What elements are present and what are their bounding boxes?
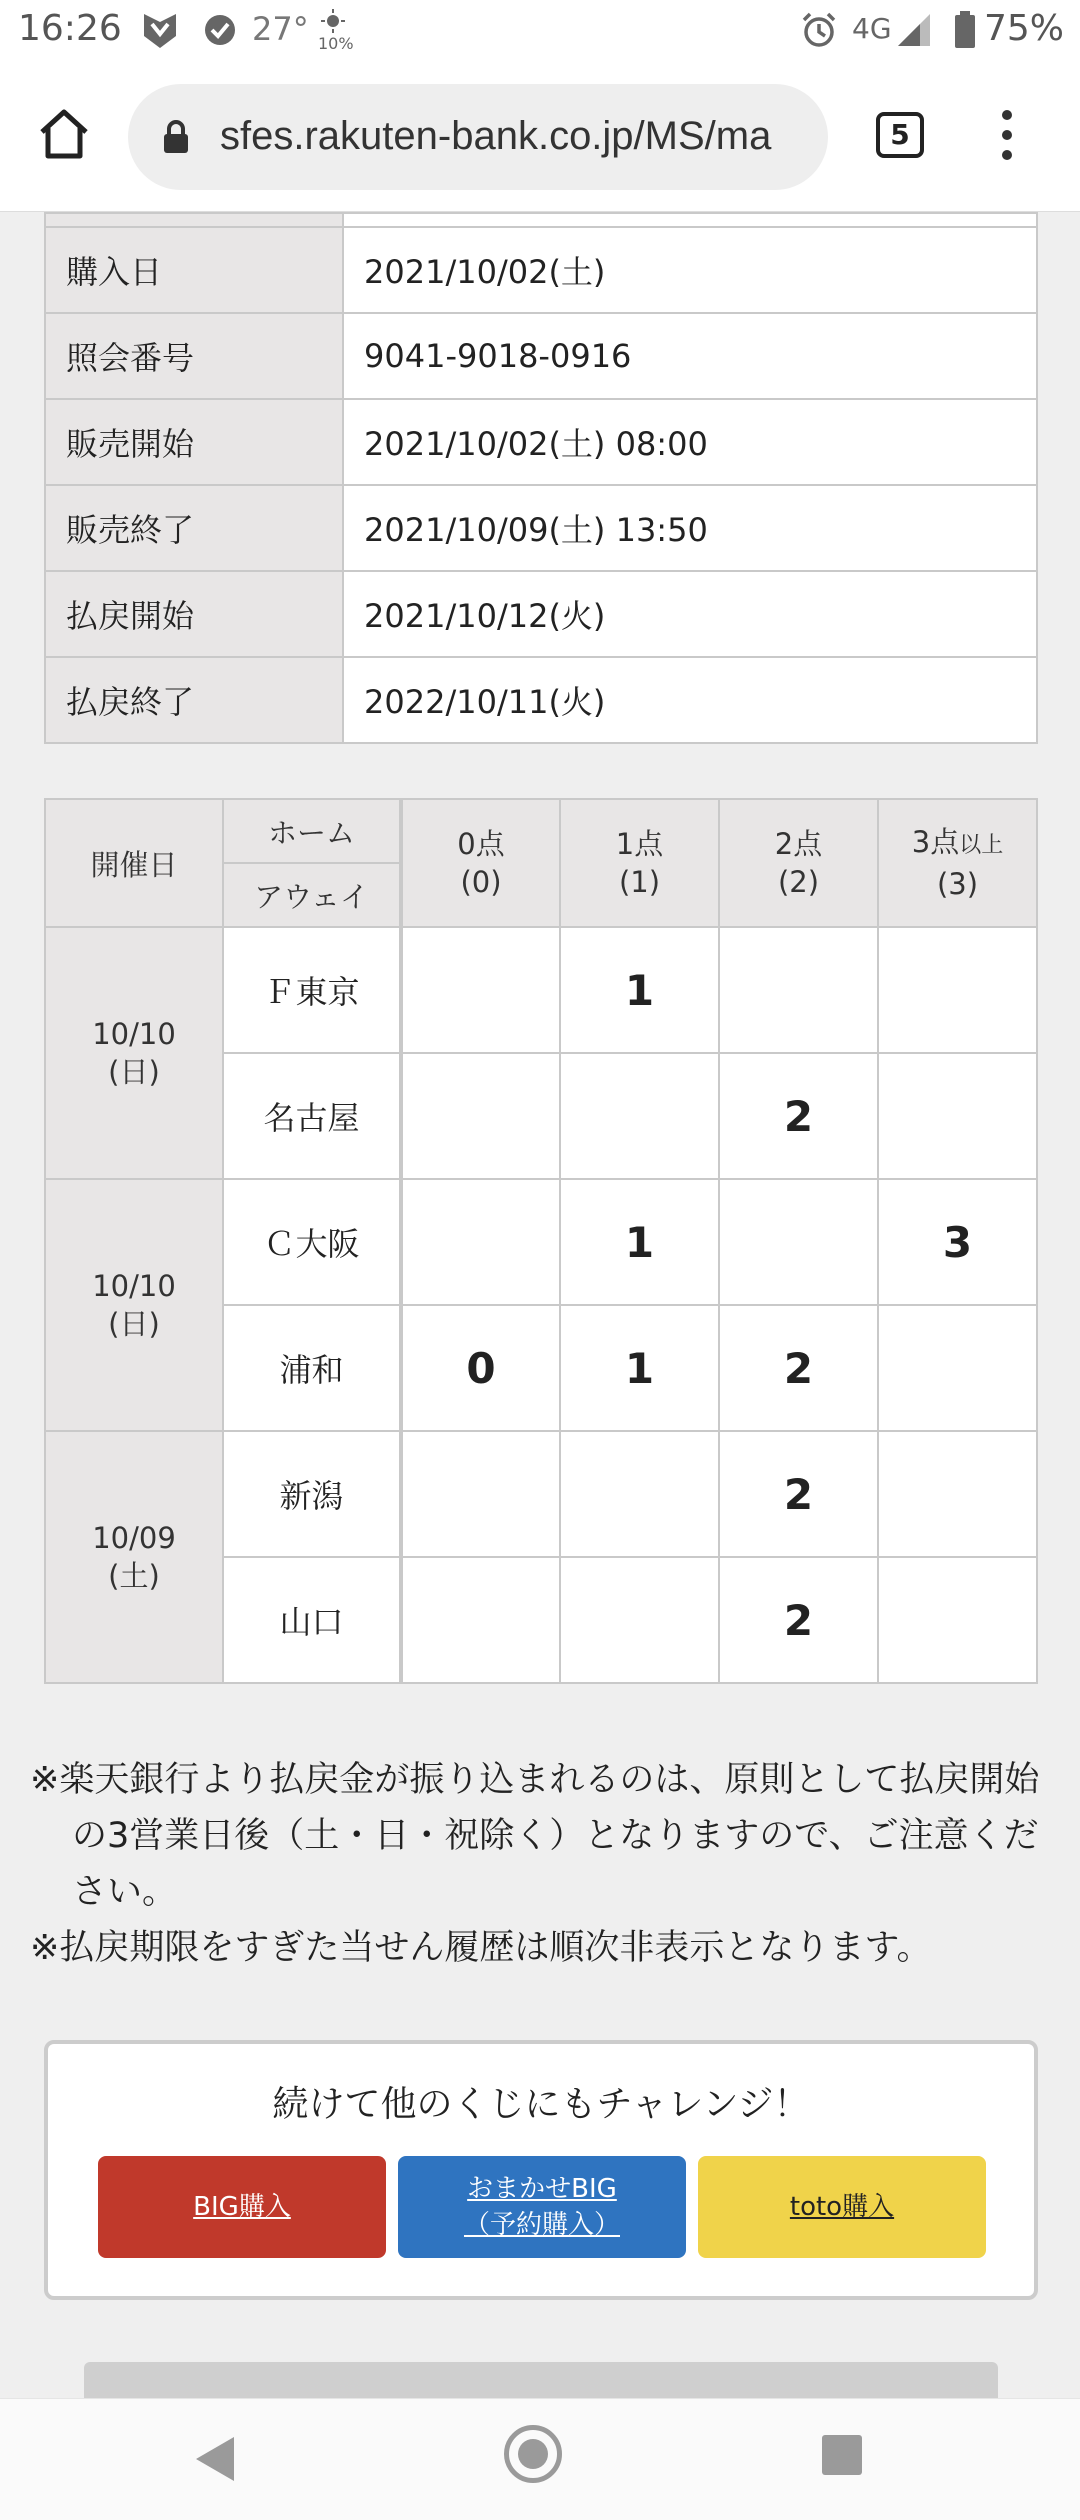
info-label: 払戻終了 <box>45 657 343 743</box>
pick-cell: 3 <box>878 1179 1037 1305</box>
pick-cell: 1 <box>560 927 719 1053</box>
challenge-box <box>44 2040 1038 2300</box>
info-value: 2021/10/02(土) 08:00 <box>343 399 1037 485</box>
battery-icon <box>954 8 976 52</box>
url-text: sfes.rakuten-bank.co.jp/MS/ma <box>220 114 772 158</box>
pick-cell <box>719 927 878 1053</box>
pick-cell <box>878 1431 1037 1557</box>
battery-percent: 75% <box>984 8 1065 49</box>
pick-cell: 2 <box>719 1557 878 1683</box>
team-name: 山口 <box>223 1557 401 1683</box>
pick-cell <box>401 927 560 1053</box>
header-date: 開催日 <box>45 799 223 927</box>
omakase-big-button[interactable]: おまかせBIG （予約購入） <box>398 2156 686 2258</box>
challenge-title: 続けて他のくじにもチャレンジ！ <box>272 2084 810 2125</box>
info-label: 照会番号 <box>45 313 343 399</box>
signal-icon <box>896 8 934 52</box>
team-name: Ｃ大阪 <box>223 1179 401 1305</box>
pick-cell: 1 <box>560 1305 719 1431</box>
system-nav-bar <box>0 2398 1080 2520</box>
table-row <box>45 657 1037 743</box>
team-name: Ｆ東京 <box>223 927 401 1053</box>
table-row <box>45 399 1037 485</box>
pick-cell <box>719 1179 878 1305</box>
partial-footer-element <box>84 2362 998 2402</box>
home-circle-icon[interactable] <box>504 2425 562 2483</box>
table-row <box>45 313 1037 399</box>
uv-percent: 10% <box>318 34 354 53</box>
info-value: 2021/10/02(土) <box>343 227 1037 313</box>
team-name: 新潟 <box>223 1431 401 1557</box>
match-date: 10/10 (日) <box>45 1179 223 1431</box>
info-label: 販売終了 <box>45 485 343 571</box>
match-picks-table <box>44 798 1038 1684</box>
pick-cell <box>878 927 1037 1053</box>
pick-cell <box>878 1557 1037 1683</box>
pick-cell: 2 <box>719 1431 878 1557</box>
note-text: ※楽天銀行より払戻金が振り込まれるのは、原則として払戻開始の3営業日後（土・日・祝除く）となりますので、ご注意ください。 <box>30 1760 1040 1912</box>
status-temperature: 27° <box>252 10 309 48</box>
home-icon[interactable] <box>34 104 94 164</box>
info-label: 払戻開始 <box>45 571 343 657</box>
table-header-row <box>45 799 1037 863</box>
header-score-3: 3点以上 (3) <box>878 799 1037 927</box>
note-text: ※払戻期限をすぎた当せん履歴は順次非表示となります。 <box>30 1928 932 1968</box>
info-label: 購入日 <box>45 227 343 313</box>
info-value: 2021/10/09(土) 13:50 <box>343 485 1037 571</box>
big-purchase-button[interactable]: BIG購入 <box>98 2156 386 2258</box>
team-name: 名古屋 <box>223 1053 401 1179</box>
pick-cell <box>560 1431 719 1557</box>
pick-cell <box>401 1557 560 1683</box>
header-home: ホーム <box>223 799 401 863</box>
team-name: 浦和 <box>223 1305 401 1431</box>
pick-cell <box>878 1053 1037 1179</box>
table-row <box>45 485 1037 571</box>
match-date: 10/09 (土) <box>45 1431 223 1683</box>
table-row <box>45 227 1037 313</box>
info-value: 2022/10/11(火) <box>343 657 1037 743</box>
pick-cell <box>401 1179 560 1305</box>
toto-purchase-button[interactable]: toto購入 <box>698 2156 986 2258</box>
address-bar[interactable] <box>128 84 828 190</box>
pick-cell: 0 <box>401 1305 560 1431</box>
table-row <box>45 927 1037 1053</box>
check-circle-icon <box>202 8 238 52</box>
more-menu-icon[interactable] <box>992 110 1022 166</box>
browser-toolbar <box>0 66 1080 212</box>
status-time: 16:26 <box>18 8 122 49</box>
header-score-0: 0点 (0) <box>401 799 560 927</box>
match-date: 10/10 (日) <box>45 927 223 1179</box>
notes-section <box>30 1752 1060 1976</box>
status-bar <box>0 0 1080 66</box>
info-value: 2021/10/12(火) <box>343 571 1037 657</box>
pick-cell: 2 <box>719 1305 878 1431</box>
header-score-1: 1点 (1) <box>560 799 719 927</box>
sun-icon <box>318 8 348 34</box>
back-icon[interactable] <box>196 2437 234 2481</box>
header-score-2: 2点 (2) <box>719 799 878 927</box>
pick-cell: 1 <box>560 1179 719 1305</box>
pick-cell <box>401 1431 560 1557</box>
pick-cell <box>560 1557 719 1683</box>
pick-cell <box>560 1053 719 1179</box>
network-type: 4G <box>852 12 892 45</box>
table-row <box>45 571 1037 657</box>
table-row <box>45 1179 1037 1305</box>
shield-icon <box>140 8 180 52</box>
table-row <box>45 1431 1037 1557</box>
lock-icon <box>162 120 190 154</box>
header-away: アウェイ <box>223 863 401 927</box>
uv-index <box>318 8 358 58</box>
info-value: 9041-9018-0916 <box>343 313 1037 399</box>
purchase-info-table <box>44 212 1038 744</box>
recent-apps-icon[interactable] <box>822 2435 862 2475</box>
info-label: 販売開始 <box>45 399 343 485</box>
table-row <box>45 213 1037 227</box>
pick-cell <box>401 1053 560 1179</box>
tab-switcher-button[interactable]: 5 <box>876 112 924 158</box>
alarm-icon <box>800 8 838 52</box>
pick-cell <box>878 1305 1037 1431</box>
pick-cell: 2 <box>719 1053 878 1179</box>
